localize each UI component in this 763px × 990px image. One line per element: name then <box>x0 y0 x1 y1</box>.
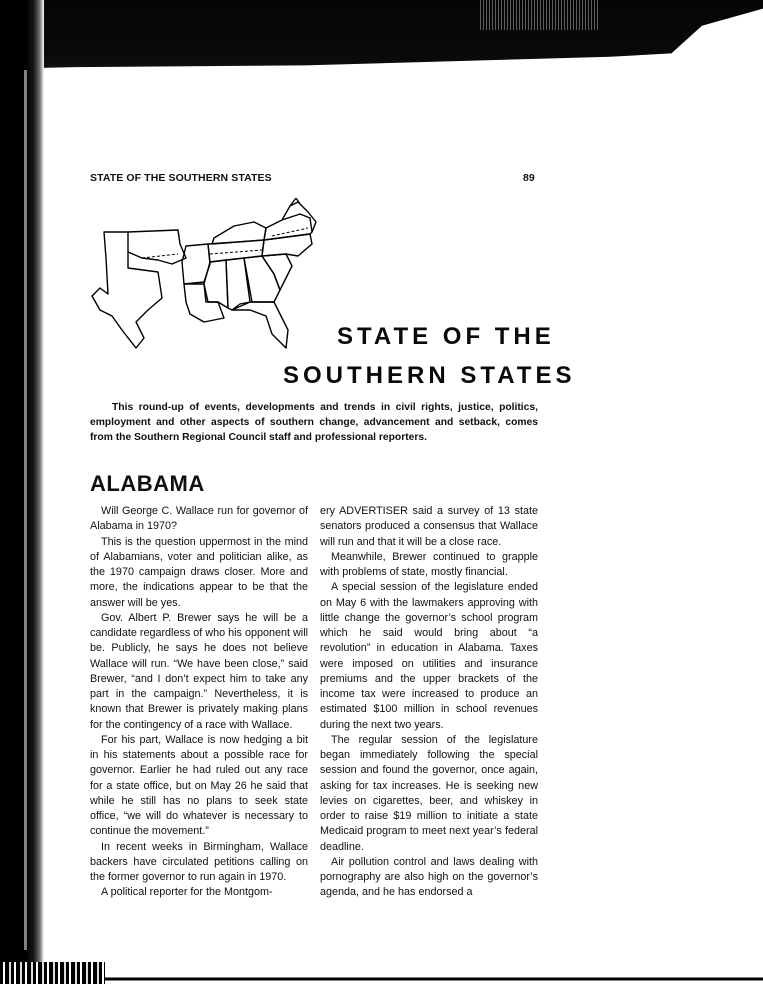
paragraph: A special session of the legislature ended on May 6 with the lawmakers approving with little change the governor’s school program which he said would bring about “a revolution” in education in Alabama. Taxes were imposed on utilities and insurance premiums and the upper brackets of the income tax were increased to produce an estimated $100 million in school revenues during the next two years. <box>320 581 538 731</box>
paragraph: A political reporter for the Montgom- <box>101 886 273 899</box>
article-column-left <box>90 504 308 901</box>
scan-edge-bottom <box>0 972 763 990</box>
intro-paragraph <box>90 400 538 445</box>
paragraph: Will George C. Wallace run for governor of Alabama in 1970? <box>90 505 308 533</box>
paragraph: Air pollution control and laws dealing with pornography are also high on the governor’s agenda, and he has endorsed a <box>320 855 538 899</box>
paragraph: The regular session of the legislature began immediately following the special session and found the governor, once again, asking for tax increases. He is seeking new levies on cigarettes, beer, and whiskey in order to raise $19 million to initiate a state Medicaid program to meet next year’s federal deadline. <box>320 733 538 853</box>
paragraph: Gov. Albert P. Brewer says he will be a candidate regardless of who his opponent will be. Publicly, he says he does not believe Wallace will run. “We have been close,” said Brewer, “and I don’t expect him to take any part in the campaign.” Nevertheless, it is known that Brewer is privately making plans for the contingency of a race with Wallace. <box>90 611 308 731</box>
paragraph: For his part, Wallace is now hedging a bit in his statements about a possible race for governor. Earlier he had ruled out any race for a state office, but on May 26 he said that while he still has no plans to seek state office, “we will do whatever is necessary to continue the movement.” <box>90 733 308 838</box>
intro-text: This round-up of events, developments and trends in civil rights, justice, politics, employment and other aspects of southern change, advancement and setback, comes from the Southern Regional Council staff and professional reporters. <box>90 402 538 443</box>
section-heading: ALABAMA <box>90 471 205 496</box>
scan-shadow-left <box>0 0 44 990</box>
scan-shadow-top <box>0 0 763 86</box>
scan-noise-bottom <box>0 962 105 984</box>
page-title-line-1: STATE OF THE <box>337 323 555 350</box>
paragraph: Meanwhile, Brewer continued to grapple with problems of state, mostly financial. <box>320 550 538 578</box>
scan-streak <box>24 70 27 950</box>
scan-speckle <box>480 0 600 30</box>
article-column-right <box>320 504 538 901</box>
southern-states-map <box>86 198 326 358</box>
page-title-line-2: SOUTHERN STATES <box>283 362 576 389</box>
running-head: STATE OF THE SOUTHERN STATES <box>90 172 272 184</box>
paragraph: This is the question uppermost in the mind of Alabamians, voter and politician alike, as the 1970 campaign draws closer. More and more, the indications appear to be that the answer will be yes. <box>90 535 308 609</box>
paragraph: ery ADVERTISER said a survey of 13 state senators produced a consensus that Wallace will run and that it will be a close race. <box>320 505 538 548</box>
page-number: 89 <box>523 172 535 184</box>
paragraph: In recent weeks in Birmingham, Wallace backers have circulated petitions calling on the former governor to run again in 1970. <box>90 840 308 883</box>
